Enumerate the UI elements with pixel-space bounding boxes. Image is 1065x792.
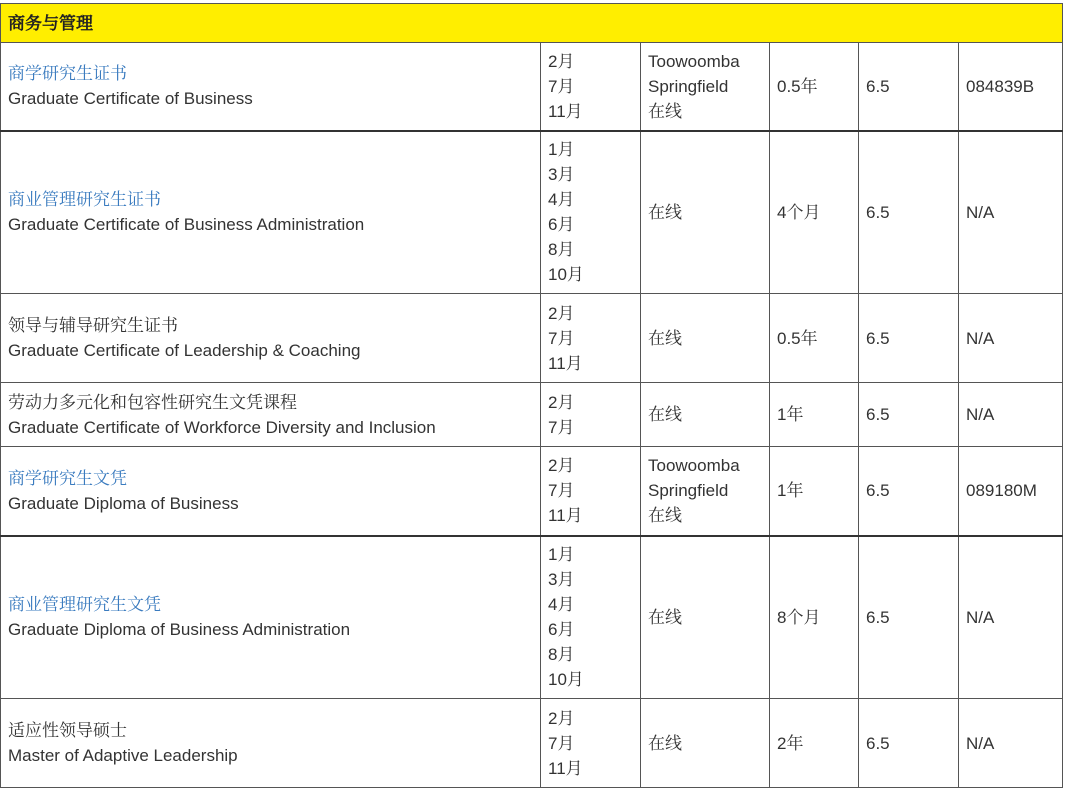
intake-month: 3月 xyxy=(548,570,575,590)
ielts-cell: 6.5 xyxy=(859,383,959,447)
course-name-cell xyxy=(1,294,541,383)
cricos-cell: N/A xyxy=(959,131,1063,294)
campus-name: 在线 xyxy=(648,405,682,424)
course-name-cell xyxy=(1,699,541,788)
course-link[interactable]: 商业管理研究生证书 xyxy=(8,190,161,210)
intakes-cell xyxy=(541,536,641,699)
intake-month: 11月 xyxy=(548,506,583,526)
course-name-cn: 劳动力多元化和包容性研究生文凭课程 xyxy=(8,392,297,412)
intake-month: 11月 xyxy=(548,758,583,778)
course-name-cell xyxy=(1,536,541,699)
cricos-cell: N/A xyxy=(959,383,1063,447)
course-name-en: Graduate Certificate of Leadership & Coaching xyxy=(8,341,361,360)
campus-name: 在线 xyxy=(648,328,682,348)
intakes-cell xyxy=(541,383,641,447)
intake-month: 7月 xyxy=(548,328,575,348)
campus-name: 在线 xyxy=(648,733,682,753)
intake-month: 7月 xyxy=(548,733,575,753)
campus-cell xyxy=(641,536,770,699)
campus-name: 在线 xyxy=(648,101,682,121)
table-row xyxy=(1,383,1063,447)
campus-name: 在线 xyxy=(648,202,682,222)
campus-cell xyxy=(641,447,770,536)
course-name-cn: 适应性领导硕士 xyxy=(8,721,127,740)
campus-name: 在线 xyxy=(648,506,682,526)
intake-month: 1月 xyxy=(548,545,575,565)
duration-cell: 0.5年 xyxy=(770,43,859,131)
duration-cell: 2年 xyxy=(770,699,859,788)
campus-name: 在线 xyxy=(648,607,682,627)
intakes-cell xyxy=(541,447,641,536)
intakes-cell xyxy=(541,131,641,294)
intake-month: 3月 xyxy=(548,165,575,185)
course-name-en: Master of Adaptive Leadership xyxy=(8,746,238,765)
course-name-cell xyxy=(1,43,541,131)
course-name-cell xyxy=(1,131,541,294)
duration-cell: 8个月 xyxy=(770,536,859,699)
course-name-cell xyxy=(1,383,541,447)
ielts-cell: 6.5 xyxy=(859,447,959,536)
table-row xyxy=(1,43,1063,131)
campus-cell xyxy=(641,294,770,383)
table-row xyxy=(1,131,1063,294)
table-row xyxy=(1,294,1063,383)
course-name-en: Graduate Certificate of Business Administration xyxy=(8,215,365,235)
intake-month: 7月 xyxy=(548,76,575,96)
ielts-cell: 6.5 xyxy=(859,43,959,131)
intake-month: 4月 xyxy=(548,595,575,615)
cricos-cell: N/A xyxy=(959,294,1063,383)
course-link[interactable]: 商业管理研究生文凭 xyxy=(8,595,161,615)
duration-cell: 4个月 xyxy=(770,131,859,294)
intake-month: 10月 xyxy=(548,265,584,285)
campus-cell xyxy=(641,383,770,447)
ielts-cell: 6.5 xyxy=(859,536,959,699)
duration-cell: 0.5年 xyxy=(770,294,859,383)
ielts-cell: 6.5 xyxy=(859,131,959,294)
duration-cell: 1年 xyxy=(770,383,859,447)
course-name-cell xyxy=(1,447,541,536)
course-name-en: Graduate Certificate of Workforce Diversity and Inclusion xyxy=(8,417,436,437)
intake-month: 2月 xyxy=(548,708,575,728)
intake-month: 2月 xyxy=(548,456,575,476)
duration-cell: 1年 xyxy=(770,447,859,536)
intake-month: 7月 xyxy=(548,481,575,501)
intakes-cell xyxy=(541,699,641,788)
campus-name: Springfield xyxy=(648,76,729,96)
section-header-row xyxy=(1,4,1063,43)
intake-month: 4月 xyxy=(548,190,575,210)
intake-month: 2月 xyxy=(548,392,575,412)
cricos-cell: 089180M xyxy=(959,447,1063,536)
course-link[interactable]: 商学研究生文凭 xyxy=(8,468,127,488)
intakes-cell xyxy=(541,294,641,383)
campus-cell xyxy=(641,131,770,294)
ielts-cell: 6.5 xyxy=(859,294,959,383)
course-table xyxy=(0,3,1063,788)
intake-month: 8月 xyxy=(548,645,575,665)
course-name-cn: 领导与辅导研究生证书 xyxy=(8,316,178,335)
intake-month: 6月 xyxy=(548,215,575,235)
intake-month: 10月 xyxy=(548,670,584,690)
intake-month: 2月 xyxy=(548,51,575,71)
course-name-en: Graduate Diploma of Business xyxy=(8,493,239,513)
table-row xyxy=(1,447,1063,536)
cricos-cell: 084839B xyxy=(959,43,1063,131)
course-name-en: Graduate Diploma of Business Administration xyxy=(8,620,351,640)
course-name-en: Graduate Certificate of Business xyxy=(8,89,253,109)
cricos-cell: N/A xyxy=(959,699,1063,788)
intake-month: 6月 xyxy=(548,620,575,640)
intake-month: 1月 xyxy=(548,140,575,160)
campus-name: Springfield xyxy=(648,481,729,501)
intake-month: 7月 xyxy=(548,417,575,437)
course-link[interactable]: 商学研究生证书 xyxy=(8,64,127,84)
campus-name: Toowoomba xyxy=(648,51,740,71)
intake-month: 2月 xyxy=(548,303,575,323)
table-row xyxy=(1,699,1063,788)
intake-month: 8月 xyxy=(548,240,575,260)
intake-month: 11月 xyxy=(548,353,583,373)
campus-name: Toowoomba xyxy=(648,456,740,476)
section-title: 商务与管理 xyxy=(1,4,1063,43)
cricos-cell: N/A xyxy=(959,536,1063,699)
intakes-cell xyxy=(541,43,641,131)
campus-cell xyxy=(641,43,770,131)
campus-cell xyxy=(641,699,770,788)
table-row xyxy=(1,536,1063,699)
intake-month: 11月 xyxy=(548,101,583,121)
ielts-cell: 6.5 xyxy=(859,699,959,788)
